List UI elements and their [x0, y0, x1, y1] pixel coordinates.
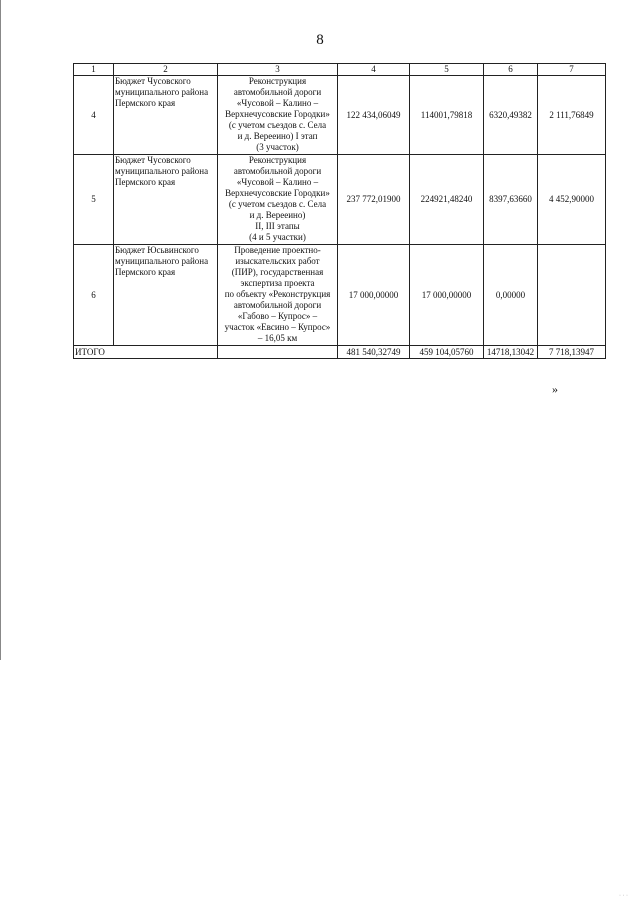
funding-source: Бюджет Чусовского муниципального района Пермского края — [114, 155, 218, 245]
total-label: ИТОГО — [74, 346, 218, 359]
project-description: Реконструкция автомобильной дороги «Чусовой – Калино – Верхнечусовские Городки» (с учетом съездов с. Села и д. Верееино) I этап (3 участок) — [218, 76, 338, 155]
margin-mark: · · · — [619, 893, 628, 899]
amount-col5: 114001,79818 — [410, 76, 484, 155]
header-cell: 5 — [410, 64, 484, 76]
header-row — [74, 64, 606, 76]
scan-edge-line — [0, 0, 1, 660]
amount-col7 — [538, 245, 606, 346]
table-row — [74, 245, 606, 346]
project-description: Проведение проектно- изыскательских работ (ПИР), государственная экспертиза проекта по объекту «Реконструкция автомобильной дороги «Габово – Купрос» – участок «Евсино – Купрос» – 16,05 км — [218, 245, 338, 346]
amount-col7: 4 452,90000 — [538, 155, 606, 245]
amount-col5: 224921,48240 — [410, 155, 484, 245]
row-number: 5 — [74, 155, 114, 245]
header-cell: 3 — [218, 64, 338, 76]
closing-quote-mark: » — [552, 382, 558, 396]
header-cell: 6 — [484, 64, 538, 76]
total-col4: 481 540,32749 — [338, 346, 410, 359]
total-empty-cell — [218, 346, 338, 359]
amount-col4: 237 772,01900 — [338, 155, 410, 245]
amount-col7: 2 111,76849 — [538, 76, 606, 155]
table-row — [74, 155, 606, 245]
amount-col6: 0,00000 — [484, 245, 538, 346]
amount-col6: 8397,63660 — [484, 155, 538, 245]
total-col6: 14718,13042 — [484, 346, 538, 359]
total-col7: 7 718,13947 — [538, 346, 606, 359]
page-number: 8 — [316, 32, 324, 48]
total-col5: 459 104,05760 — [410, 346, 484, 359]
funding-table — [73, 63, 606, 359]
total-row — [74, 346, 606, 359]
amount-col4: 17 000,00000 — [338, 245, 410, 346]
header-cell: 7 — [538, 64, 606, 76]
project-description: Реконструкция автомобильной дороги «Чусовой – Калино – Верхнечусовские Городки» (с учетом съездов с. Села и д. Верееино) II, III этапы (4 и 5 участки) — [218, 155, 338, 245]
table-row — [74, 76, 606, 155]
row-number: 6 — [74, 245, 114, 346]
funding-source: Бюджет Чусовского муниципального района Пермского края — [114, 76, 218, 155]
header-cell: 2 — [114, 64, 218, 76]
amount-col5: 17 000,00000 — [410, 245, 484, 346]
amount-col4: 122 434,06049 — [338, 76, 410, 155]
header-cell: 1 — [74, 64, 114, 76]
header-cell: 4 — [338, 64, 410, 76]
funding-source: Бюджет Юсьвинского муниципального района Пермского края — [114, 245, 218, 346]
amount-col6: 6320,49382 — [484, 76, 538, 155]
row-number: 4 — [74, 76, 114, 155]
